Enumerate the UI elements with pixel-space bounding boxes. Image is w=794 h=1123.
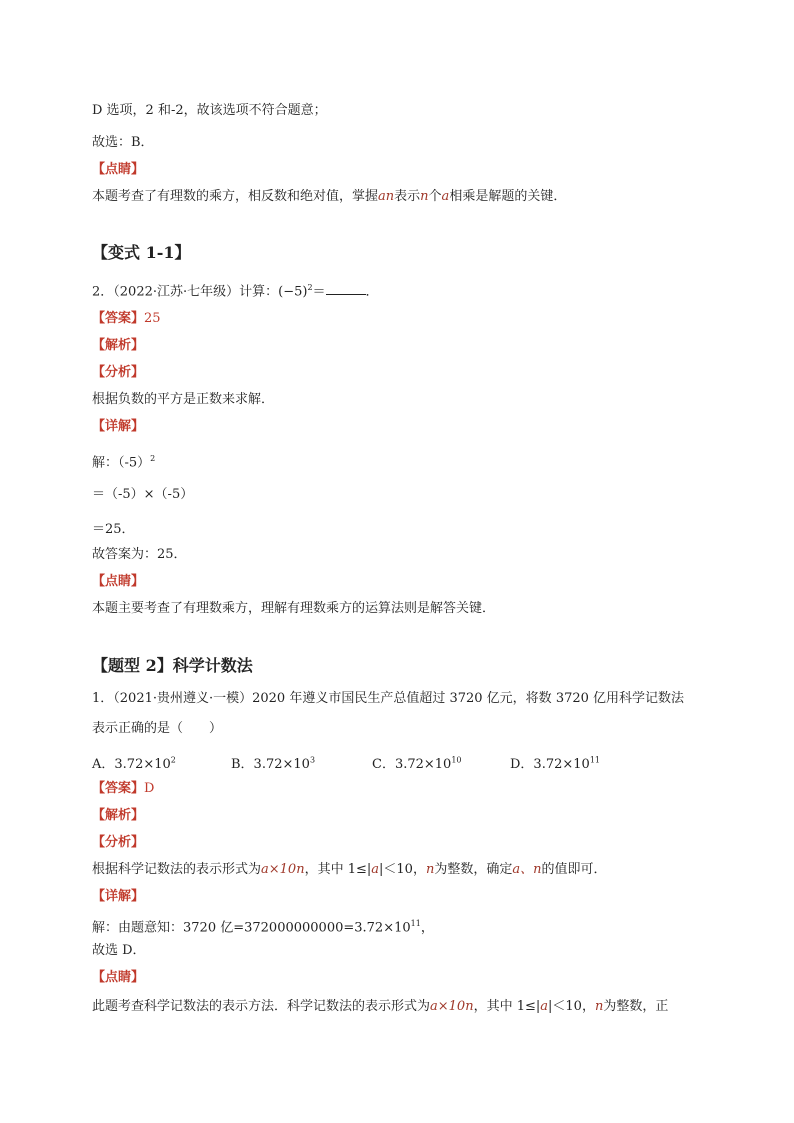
fenxi-2-an: a、n xyxy=(512,862,542,877)
fenxi-2-abs: a xyxy=(371,862,380,877)
summary-3-part-c: |＜10， xyxy=(548,999,595,1014)
fenxi-tag-1: 【分析】 xyxy=(92,365,145,380)
variant-question-end: ． xyxy=(365,284,379,300)
choice-d-exp: 11 xyxy=(589,755,600,765)
variant-question-prefix: 2．（2022·江苏·七年级）计算： xyxy=(92,284,279,300)
choice-a-label: A．3.72×10 xyxy=(92,757,171,772)
fenxi-tag-2: 【分析】 xyxy=(92,835,145,850)
answer-blank xyxy=(326,282,366,295)
summary-1-part-a: 本题考查了有理数的乘方，相反数和绝对值，掌握 xyxy=(92,189,379,204)
d-option-line: D 选项，2 和-2，故该选项不符合题意； xyxy=(92,103,327,118)
fenxi-2-n: n xyxy=(425,862,435,877)
step-3: ＝25． xyxy=(92,522,135,537)
summary-3-part-a: 此题考查科学记数法的表示方法．科学记数法的表示形式为 xyxy=(92,999,431,1014)
choice-d-label: D．3.72×10 xyxy=(510,757,590,772)
variant-heading: 【变式 1-1】 xyxy=(92,243,191,262)
summary-3-n: n xyxy=(594,999,604,1014)
summary-3-form: a×10n xyxy=(430,999,474,1014)
variant-question-expr: (−5) xyxy=(278,284,308,300)
summary-1-a: a xyxy=(441,189,450,204)
dianjing-tag-1: 【点睛】 xyxy=(92,162,145,177)
choice-c-label: C．3.72×10 xyxy=(372,757,452,772)
step-1-text: 解：（-5） xyxy=(92,455,151,471)
summary-3-part-b: ，其中 1≤| xyxy=(473,999,541,1014)
step-2: ＝（-5）×（-5） xyxy=(92,487,194,502)
fenxi-2-part-e: 的值即可． xyxy=(541,862,607,877)
detail-exp: 11 xyxy=(410,919,421,928)
answer-tag: 【答案】 xyxy=(92,311,145,326)
summary-1-n: n xyxy=(420,189,429,204)
fenxi-2-part-a: 根据科学记数法的表示形式为 xyxy=(92,862,262,877)
summary-1 xyxy=(92,188,566,206)
step-1-exp: 2 xyxy=(150,454,156,463)
choose-line: 故选：B． xyxy=(92,135,154,150)
summary-1-an: an xyxy=(378,189,395,204)
topic2-choose: 故选 D． xyxy=(92,943,146,958)
choice-b-exp: 3 xyxy=(309,755,316,765)
summary-1-part-d: 相乘是解题的关键． xyxy=(449,189,567,204)
summary-1-part-b: 表示 xyxy=(394,189,421,204)
topic2-heading: 【题型 2】科学计数法 xyxy=(92,656,253,675)
step-1 xyxy=(92,450,155,472)
choice-c xyxy=(372,753,462,772)
choice-a-exp: 2 xyxy=(170,755,176,765)
variant-question xyxy=(92,279,379,301)
choose-b-text xyxy=(92,134,154,152)
dianjing-tag-2: 【点睛】 xyxy=(92,574,145,589)
summary-1-part-c: 个 xyxy=(428,189,442,204)
d-option-text xyxy=(92,102,327,120)
detail-line xyxy=(92,915,434,937)
summary-3-abs: a xyxy=(540,999,549,1014)
xiangjie-tag-2: 【详解】 xyxy=(92,889,145,904)
variant-question-exp: 2 xyxy=(307,283,313,292)
fenxi-2-part-c: |＜10， xyxy=(379,862,426,877)
variant-question-eq: ＝ xyxy=(312,284,326,300)
fenxi-2-form: a×10n xyxy=(261,862,305,877)
topic2-answer-value: D xyxy=(144,781,155,796)
variant-answer xyxy=(92,310,161,328)
answer-value: 25 xyxy=(144,311,161,326)
jiexi-tag-1: 【解析】 xyxy=(92,338,145,353)
jiexi-tag-2: 【解析】 xyxy=(92,808,145,823)
choice-b xyxy=(231,753,315,772)
detail-text: 解：由题意知：3720 亿=372000000000=3.72×10 xyxy=(92,920,411,936)
choice-b-label: B．3.72×10 xyxy=(231,757,310,772)
xiangjie-tag-1: 【详解】 xyxy=(92,419,145,434)
final-answer: 故答案为：25． xyxy=(92,547,187,562)
summary-2: 本题主要考查了有理数乘方，理解有理数乘方的运算法则是解答关键． xyxy=(92,601,496,616)
topic2-answer xyxy=(92,780,154,798)
dianjing-tag-3: 【点睛】 xyxy=(92,970,145,985)
choice-d xyxy=(510,753,600,772)
summary-3 xyxy=(92,998,668,1016)
fenxi-2-part-d: 为整数，确定 xyxy=(434,862,513,877)
fenxi-2-part-b: ，其中 1≤| xyxy=(304,862,372,877)
fenxi-text-2 xyxy=(92,861,607,879)
topic2-question-line2: 表示正确的是（ ） xyxy=(92,721,223,736)
choice-a xyxy=(92,753,176,772)
topic2-answer-tag: 【答案】 xyxy=(92,781,145,796)
topic2-question-line1: 1．（2021·贵州遵义·一模）2020 年遵义市国民生产总值超过 3720 亿元，将数 3720 亿用科学记数法 xyxy=(92,691,685,706)
choice-c-exp: 10 xyxy=(451,755,462,765)
fenxi-text-1: 根据负数的平方是正数来求解． xyxy=(92,392,275,407)
summary-3-part-d: 为整数，正 xyxy=(603,999,669,1014)
detail-comma: ， xyxy=(420,920,434,936)
